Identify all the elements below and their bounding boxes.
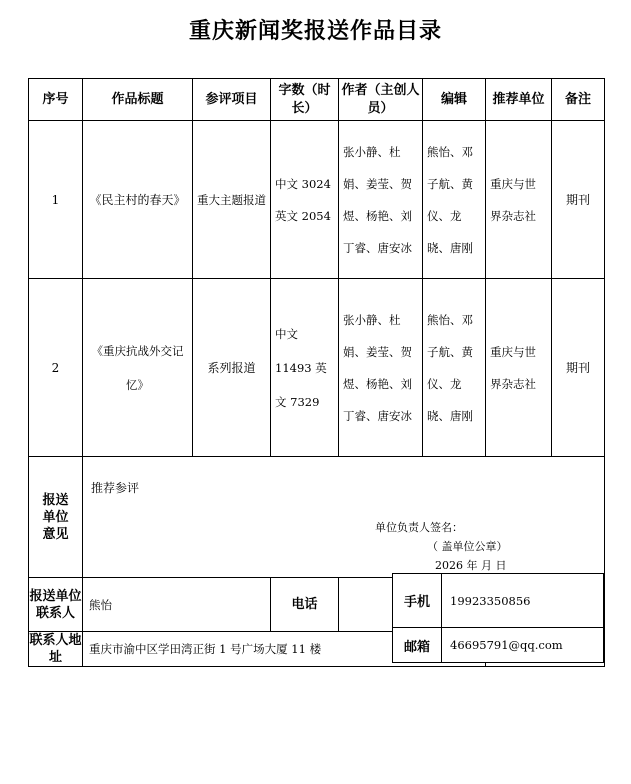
table-row: [29, 121, 605, 279]
header-no: 序号: [29, 79, 83, 121]
row-work-title: 《民主村的春天》: [83, 121, 193, 279]
address-label: 联系人地址: [29, 633, 82, 665]
address-value: 重庆市渝中区学田湾正街 1 号广场大厦 11 楼: [83, 632, 486, 667]
table-row: [29, 279, 605, 457]
header-category: 参评项目: [193, 79, 271, 121]
row-authors: 张小静、杜娟、姜莹、贺煜、杨艳、刘丁睿、唐安冰: [339, 121, 423, 279]
header-remark: 备注: [552, 79, 605, 121]
mobile-overlay: [392, 573, 604, 628]
email-overlay: [392, 627, 604, 663]
opinion-cell: [83, 457, 605, 578]
opinion-label: 报送单位意见: [29, 457, 83, 578]
header-authors: 作者（主创人员）: [339, 79, 423, 121]
header-work-title: 作品标题: [83, 79, 193, 121]
row-words: 中文 3024 英文 2054: [271, 121, 339, 279]
contact-name: 熊怡: [83, 578, 271, 632]
page-title: 重庆新闻奖报送作品目录: [188, 19, 442, 44]
row-words: 中文 11493 英文 7329: [271, 279, 339, 457]
row-authors: 张小静、杜娟、姜莹、贺煜、杨艳、刘丁睿、唐安冰: [339, 279, 423, 457]
email-value: 46695791@qq.com: [450, 638, 563, 652]
row-category: 重大主题报道: [193, 121, 271, 279]
date-label: 2026 年 月 日: [435, 559, 507, 572]
header-recommender: 推荐单位: [486, 79, 552, 121]
row-remark: 期刊: [552, 279, 605, 457]
seal-label: （ 盖单位公章）: [427, 540, 508, 553]
row-category: 系列报道: [193, 279, 271, 457]
opinion-row: [29, 457, 605, 578]
row-no: 2: [29, 279, 83, 457]
contact-label: 报送单位联系人: [29, 578, 83, 632]
row-no: 1: [29, 121, 83, 279]
row-editors: 熊怡、邓子航、黄仪、龙晓、唐刚: [423, 121, 486, 279]
signature-label: 单位负责人签名：: [375, 521, 463, 534]
email-label: 邮箱: [393, 628, 442, 662]
opinion-text: 推荐参评: [91, 481, 140, 495]
row-recommender: 重庆与世界杂志社: [486, 279, 552, 457]
header-words: 字数（时长）: [271, 79, 339, 121]
row-recommender: 重庆与世界杂志社: [486, 121, 552, 279]
row-editors: 熊怡、邓子航、黄仪、龙晓、唐刚: [423, 279, 486, 457]
phone-label: 电话: [271, 578, 339, 632]
row-remark: 期刊: [552, 121, 605, 279]
mobile-value: 19923350856: [450, 593, 531, 608]
header-editors: 编辑: [423, 79, 486, 121]
mobile-label: 手机: [393, 574, 442, 627]
header-row: [29, 79, 605, 121]
row-work-title: 《重庆抗战外交记忆》: [83, 279, 193, 457]
